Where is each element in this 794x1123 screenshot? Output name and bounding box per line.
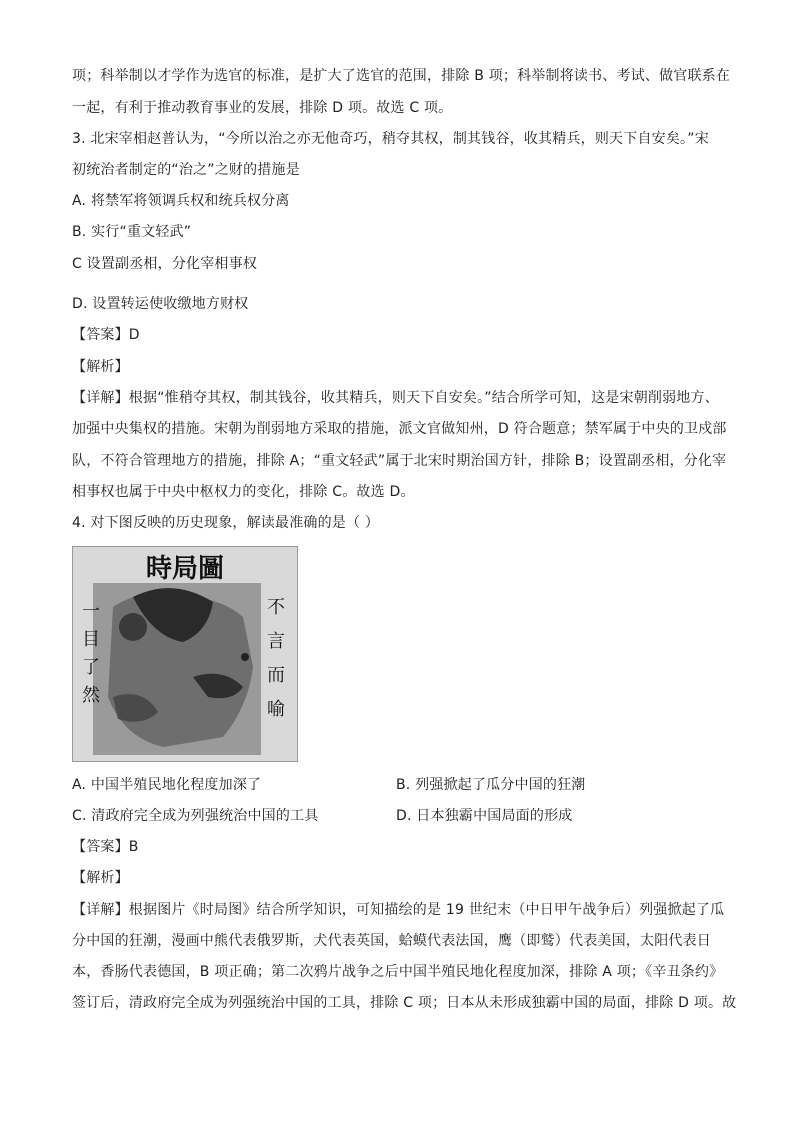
explanation-line: 分中国的狂潮，漫画中熊代表俄罗斯，犬代表英国，蛤蟆代表法国，鹰（即鹫）代表美国，太阳代表日 [72, 933, 711, 949]
question-3-stem: 3. 北宋宰相赵普认为，“今所以治之亦无他奇巧，稍夺其权，制其钱谷，收其精兵，则天下自安矣。”宋 [72, 131, 709, 147]
option-b: B. 实行“重文轻武” [72, 224, 192, 240]
explanation-line: 【详解】根据图片《时局图》结合所学知识，可知描绘的是 19 世纪末（中日甲午战争后）列强掀起了瓜 [72, 902, 725, 918]
analysis-label: 【解析】 [72, 870, 129, 886]
text-line: 项；科举制以才学作为选官的标准，是扩大了选官的范围，排除 B 项；科举制将读书、考试、做官联系在 [72, 68, 731, 84]
explanation-line: 【详解】根据“惟稍夺其权，制其钱谷，收其精兵，则天下自安矣。”结合所学可知，这是宋朝削弱地方、 [72, 390, 719, 406]
cartoon-right-caption: 言 [267, 631, 285, 652]
explanation-line: 队，不符合管理地方的措施，排除 A；“重文轻武”属于北宋时期治国方针，排除 B；设置副丞相，分化宰 [72, 453, 727, 469]
cartoon-right-caption: 而 [267, 665, 285, 686]
cartoon-left-caption: 目 [82, 629, 100, 650]
explanation-line: 本，香肠代表德国，B 项正确；第二次鸦片战争之后中国半殖民地化程度加深，排除 A 项；《辛丑条约》 [72, 964, 724, 980]
answer-label: 【答案】B [72, 839, 139, 855]
analysis-label: 【解析】 [72, 359, 129, 375]
option-a: A. 将禁军将领调兵权和统兵权分离 [72, 193, 290, 209]
cartoon-title: 時局圖 [145, 554, 225, 584]
question-3-stem: 初统治者制定的“治之”之财的措施是 [72, 162, 300, 178]
question-4-stem: 4. 对下图反映的历史现象，解读最准确的是（ ） [72, 515, 380, 531]
option-d: D. 设置转运使收缴地方财权 [72, 296, 249, 312]
cartoon-left-caption: 然 [82, 685, 100, 706]
explanation-line: 相事权也属于中央中枢权力的变化，排除 C。故选 D。 [72, 484, 415, 500]
cartoon-right-caption: 喻 [267, 699, 285, 720]
text-line: 一起，有利于推动教育事业的发展，排除 D 项。故选 C 项。 [72, 100, 453, 116]
option-b: B. 列强掀起了瓜分中国的狂潮 [396, 777, 586, 793]
shijutu-cartoon-image [72, 546, 298, 762]
cartoon-right-caption: 不 [267, 597, 285, 618]
cartoon-left-caption: 一 [82, 601, 100, 622]
explanation-line: 加强中央集权的措施。宋朝为削弱地方采取的措施，派文官做知州，D 符合题意；禁军属于中央的卫戍部 [72, 421, 727, 437]
option-a: A. 中国半殖民地化程度加深了 [72, 777, 262, 793]
option-c: C 设置副丞相，分化宰相事权 [72, 256, 258, 272]
option-c: C. 清政府完全成为列强统治中国的工具 [72, 808, 319, 824]
answer-label: 【答案】D [72, 327, 140, 343]
explanation-line: 签订后，清政府完全成为列强统治中国的工具，排除 C 项；日本从未形成独霸中国的局面，排除 D 项。故 [72, 995, 737, 1011]
cartoon-left-caption: 了 [82, 657, 100, 678]
option-d: D. 日本独霸中国局面的形成 [396, 808, 573, 824]
